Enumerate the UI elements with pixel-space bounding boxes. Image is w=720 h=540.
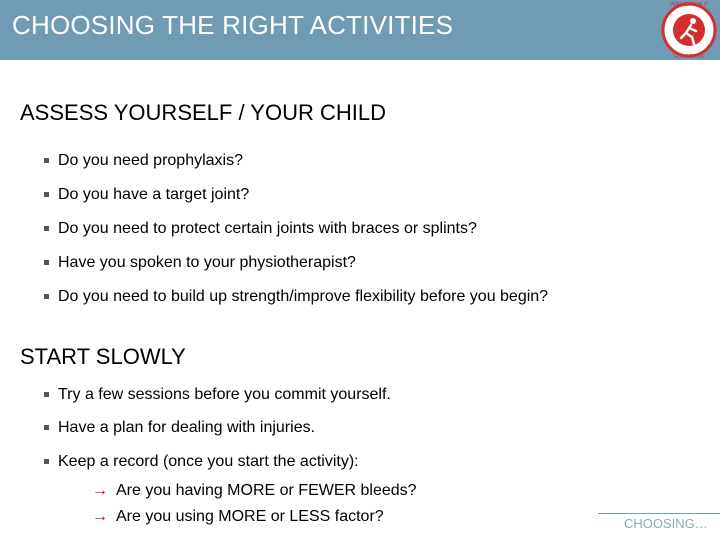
section-heading-assess: ASSESS YOURSELF / YOUR CHILD <box>20 100 386 125</box>
list-item: Have a plan for dealing with injuries. <box>58 419 315 437</box>
bullet-square-icon <box>44 192 49 197</box>
svg-text:PREVENTION IT: PREVENTION IT <box>669 2 709 8</box>
runner-icon <box>658 0 720 90</box>
header-bar <box>0 0 720 60</box>
bullet-square-icon <box>44 459 49 464</box>
page-title: CHOOSING THE RIGHT ACTIVITIES <box>12 10 454 40</box>
bullet-square-icon <box>44 226 49 231</box>
section-heading-start: START SLOWLY <box>20 344 186 369</box>
list-item: Do you need to protect certain joints with braces or splints? <box>58 220 477 238</box>
bullet-square-icon <box>44 294 49 299</box>
list-item: Do you need to build up strength/improve flexibility before you begin? <box>58 288 548 306</box>
footer-divider <box>598 513 720 514</box>
bullet-square-icon <box>44 425 49 430</box>
footer-label: CHOOSING… <box>624 516 708 531</box>
list-item: Try a few sessions before you commit yourself. <box>58 386 391 404</box>
sub-list-item: → Are you having MORE or FEWER bleeds? <box>92 482 417 499</box>
svg-text:FOR ACTIVE: FOR ACTIVE <box>674 54 704 60</box>
arrow-right-icon: → <box>92 482 108 499</box>
bullet-square-icon <box>44 392 49 397</box>
bullet-square-icon <box>44 158 49 163</box>
list-item: Have you spoken to your physiotherapist? <box>58 254 356 272</box>
list-item: Do you need prophylaxis? <box>58 152 243 170</box>
sub-list-item: → Are you using MORE or LESS factor? <box>92 508 384 525</box>
bullet-square-icon <box>44 260 49 265</box>
list-item: Keep a record (once you start the activity): <box>58 453 359 471</box>
list-item: Do you have a target joint? <box>58 186 249 204</box>
arrow-right-icon: → <box>92 508 108 525</box>
